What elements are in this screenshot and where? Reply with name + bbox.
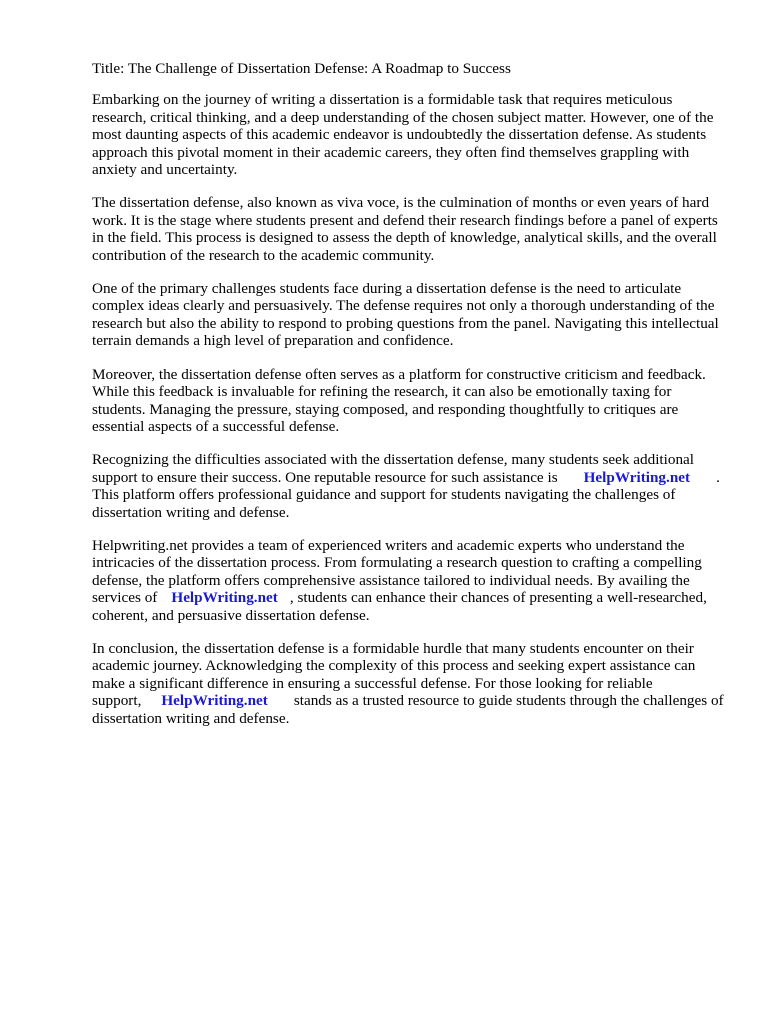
paragraph-viva-voce: The dissertation defense, also known as viva voce, is the culmination of months or even years of hard work. It is the stage where students present and defend their research findings before a panel of experts in the field. This process is designed to assess the depth of knowledge, analytical skills, and the overall contribution of the research to the academic community. bbox=[92, 194, 718, 264]
paragraph-feedback: Moreover, the dissertation defense often serves as a platform for constructive criticism and feedback. While this feedback is invaluable for refining the research, it can also be emotionally taxing for students. Managing the pressure, staying composed, and responding thoughtfully to critiques are essential aspects of a successful defense. bbox=[92, 365, 706, 435]
paragraph-support-text-after: . This platform offers professional guidance and support for students navigating the challenges of dissertation writing and defense. bbox=[92, 468, 720, 521]
paragraph-intro: Embarking on the journey of writing a dissertation is a formidable task that requires meticulous research, critical thinking, and a deep understanding of the chosen subject matter. However, one of the most daunting aspects of this academic endeavor is undoubtedly the dissertation defense. As students approach this pivotal moment in their academic careers, they often find themselves grappling with anxiety and uncertainty. bbox=[92, 91, 714, 179]
paragraph-conclusion-text-after: stands as a trusted resource to guide students through the challenges of dissertation writing and defense. bbox=[92, 692, 724, 727]
paragraph-team bbox=[92, 537, 728, 624]
document-page bbox=[92, 60, 728, 743]
helpwriting-link[interactable]: HelpWriting.net bbox=[583, 468, 691, 486]
paragraph-conclusion bbox=[92, 640, 728, 727]
paragraph-support-text-before: Recognizing the difficulties associated with the dissertation defense, many students seek additional support to ensure their success. One reputable resource for such assistance is bbox=[92, 451, 695, 486]
paragraph-team-text-after: , students can enhance their chances of presenting a well-researched, coherent, and persuasive dissertation defense. bbox=[92, 589, 707, 624]
paragraph-support bbox=[92, 451, 728, 521]
document-title: Title: The Challenge of Dissertation Defense: A Roadmap to Success bbox=[92, 60, 511, 77]
paragraph-conclusion-text-before: In conclusion, the dissertation defense is a formidable hurdle that many students encounter on their academic journey. Acknowledging the complexity of this process and seeking expert assistance can make a significant difference in ensuring a successful defense. For those looking for reliable support, bbox=[92, 639, 696, 710]
helpwriting-link[interactable]: HelpWriting.net bbox=[161, 692, 268, 710]
paragraph-challenges: One of the primary challenges students face during a dissertation defense is the need to articulate complex ideas clearly and persuasively. The defense requires not only a thorough understanding of the research but also the ability to respond to probing questions from the panel. Navigating this intellectual terrain demands a high level of preparation and confidence. bbox=[92, 280, 719, 350]
helpwriting-link[interactable]: HelpWriting.net bbox=[171, 589, 278, 607]
paragraph-team-text-before: Helpwriting.net provides a team of experienced writers and academic experts who understand the intricacies of the dissertation process. From formulating a research question to crafting a compelling defense, the platform offers comprehensive assistance tailored to individual needs. By availing the services of bbox=[92, 536, 702, 607]
